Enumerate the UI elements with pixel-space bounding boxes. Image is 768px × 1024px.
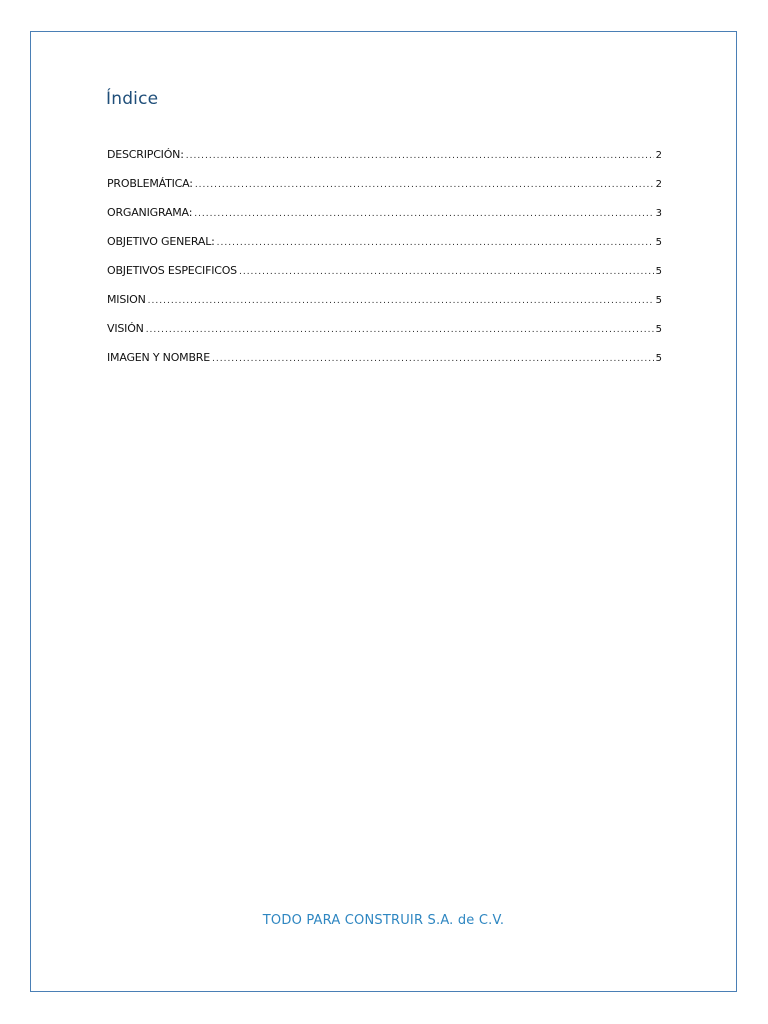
toc-entry-label: OBJETIVO GENERAL: — [107, 235, 215, 248]
toc-entry-problematica[interactable] — [107, 177, 662, 206]
toc-entry-organigrama[interactable] — [107, 206, 662, 235]
toc-entry-descripcion[interactable] — [107, 148, 662, 177]
table-of-contents — [107, 148, 662, 380]
toc-entry-page: 2 — [655, 150, 662, 161]
toc-entry-vision[interactable] — [107, 322, 662, 351]
toc-entry-page: 5 — [655, 237, 662, 248]
toc-entry-page: 5 — [655, 266, 662, 277]
toc-entry-page: 2 — [655, 179, 662, 190]
toc-entry-label: VISIÓN — [107, 322, 144, 335]
toc-entry-page: 5 — [655, 324, 662, 335]
toc-entry-label: IMAGEN Y NOMBRE — [107, 351, 210, 364]
toc-entry-page: 5 — [655, 295, 662, 306]
toc-title: Índice — [106, 89, 159, 109]
toc-entry-mision[interactable] — [107, 293, 662, 322]
toc-entry-objetivo-general[interactable] — [107, 235, 662, 264]
toc-dot-leader — [146, 325, 654, 335]
toc-dot-leader — [212, 354, 654, 364]
toc-entry-label: ORGANIGRAMA: — [107, 206, 193, 219]
toc-entry-imagen-y-nombre[interactable] — [107, 351, 662, 380]
toc-dot-leader — [195, 180, 654, 190]
toc-entry-page: 3 — [655, 208, 662, 219]
toc-dot-leader — [186, 151, 654, 161]
toc-entry-label: OBJETIVOS ESPECIFICOS — [107, 264, 237, 277]
toc-dot-leader — [217, 238, 654, 248]
toc-dot-leader — [239, 267, 654, 277]
toc-entry-page: 5 — [655, 353, 662, 364]
footer-company-name: TODO PARA CONSTRUIR S.A. de C.V. — [262, 913, 505, 928]
toc-entry-objetivos-especificos[interactable] — [107, 264, 662, 293]
toc-entry-label: PROBLEMÁTICA: — [107, 177, 193, 190]
toc-dot-leader — [194, 209, 653, 219]
toc-entry-label: DESCRIPCIÓN: — [107, 148, 184, 161]
toc-entry-label: MISION — [107, 293, 146, 306]
toc-dot-leader — [148, 296, 654, 306]
